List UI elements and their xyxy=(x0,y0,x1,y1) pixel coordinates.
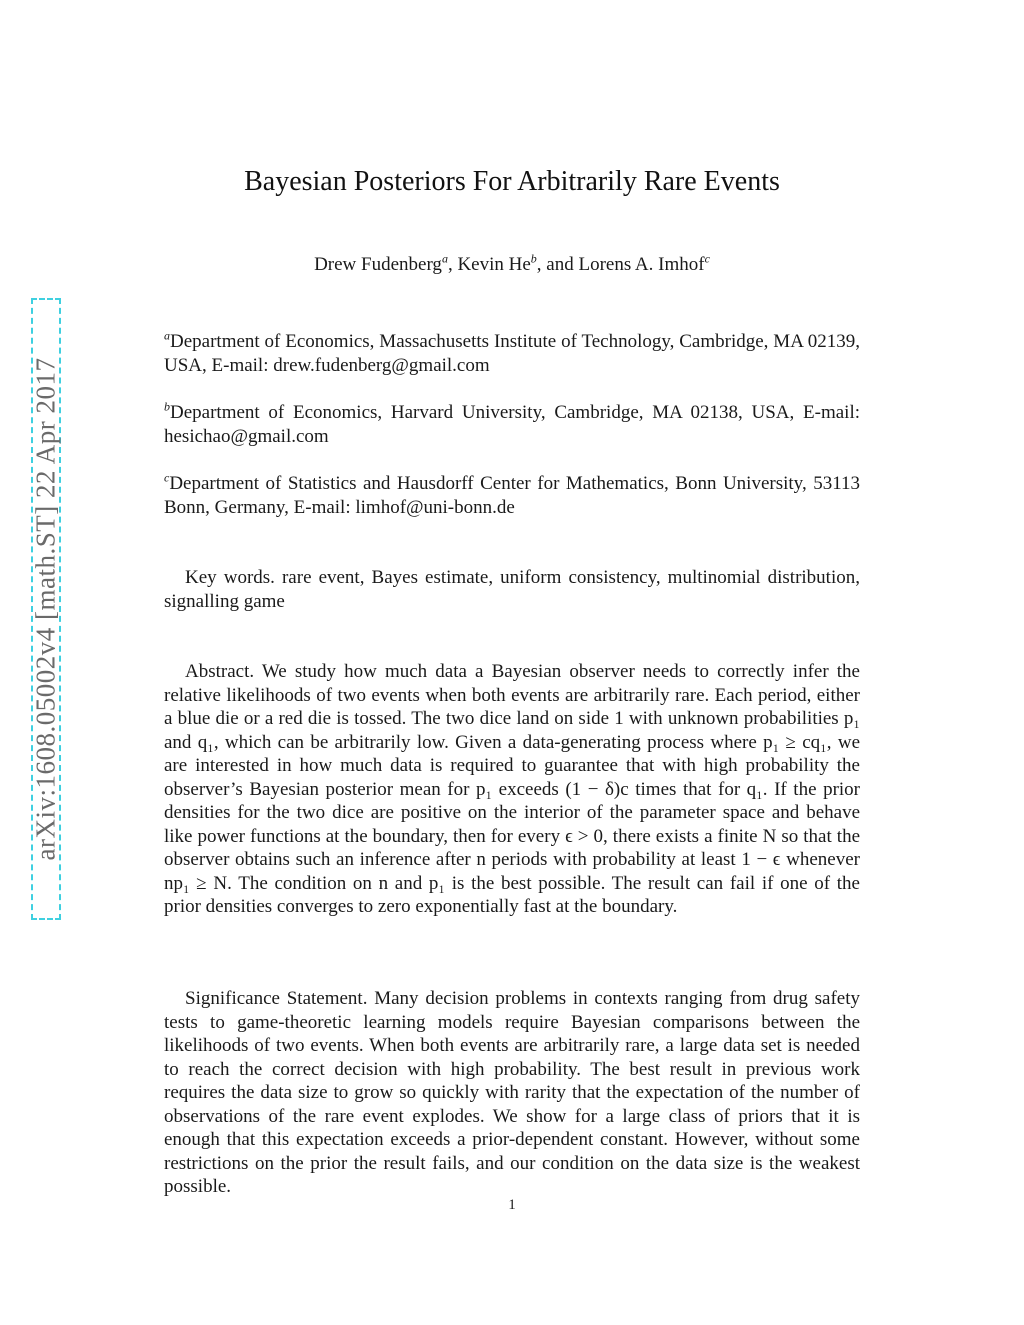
abstract: Abstract. We study how much data a Bayesian observer needs to correctly infer the relative likelihoods of two events when both events are arbitrarily rare. Each period, either a blue die or a red die is tossed. The two dice land on side 1 with unknown probabilities p₁ and q₁, which can be arbitrarily low. Given a data-generating process where p₁ ≥ cq₁, we are interested in how much data is required to guarantee that with high probability the observer’s Bayesian posterior mean for p₁ exceeds (1 − δ)c times that for q₁. If the prior densities for the two dice are positive on the interior of the parameter space and behave like power functions at the boundary, then for every ϵ > 0, there exists a finite N so that the observer obtains such an inference after n periods with probability at least 1 − ϵ whenever np₁ ≥ N. The condition on n and p₁ is the best possible. The result can fail if one of the prior densities converges to zero exponentially fast at the boundary. xyxy=(164,661,860,917)
affiliation-c xyxy=(164,472,860,519)
paper-title: Bayesian Posteriors For Arbitrarily Rare Events xyxy=(244,166,780,197)
affiliation-a xyxy=(164,330,860,377)
author-name: Drew Fudenberg xyxy=(314,254,442,275)
author-name: Kevin He xyxy=(457,254,531,275)
affiliation-mark: c xyxy=(164,470,170,485)
author-mark: c xyxy=(704,251,710,266)
author-separator: , xyxy=(447,254,458,275)
author-list xyxy=(0,251,1024,276)
author-name: Lorens A. Imhof xyxy=(578,254,705,275)
affiliation-b xyxy=(164,401,860,448)
keywords: Key words. rare event, Bayes estimate, uniform consistency, multinomial distribution, signalling game xyxy=(164,567,860,612)
affiliation-mark: a xyxy=(164,328,170,343)
arxiv-stamp xyxy=(31,298,61,920)
page-number: 1 xyxy=(508,1197,516,1213)
author-mark: a xyxy=(441,251,448,266)
author-mark: b xyxy=(530,251,537,266)
affiliation-text: Department of Economics, Harvard University, Cambridge, MA 02138, USA, E-mail: hesichao@gmail.com xyxy=(164,402,860,447)
affiliation-mark: b xyxy=(164,399,170,414)
significance-statement: Significance Statement. Many decision problems in contexts ranging from drug safety tests to game-theoretic learning models require Bayesian comparisons between the likelihoods of two events. When both events are arbitrarily rare, a large data set is needed to reach the correct decision with high probability. The best result in previous work requires the data size to grow so quickly with rarity that the expectation of the number of observations of the rare event explodes. We show for a large class of priors that it is enough that this expectation exceeds a prior-dependent constant. However, without some restrictions on the prior the result fails, and our condition on the data size is the weakest possible. xyxy=(164,988,860,1197)
affiliation-text: Department of Statistics and Hausdorff Center for Mathematics, Bonn University, 53113 Bonn, Germany, E-mail: limhof@uni-bonn.de xyxy=(164,473,860,518)
affiliation-text: Department of Economics, Massachusetts Institute of Technology, Cambridge, MA 02139, USA, E-mail: drew.fudenberg@gmail.com xyxy=(164,331,860,376)
author-separator: , and xyxy=(536,254,579,275)
arxiv-identifier: arXiv:1608.05002v4 [math.ST] 22 Apr 2017 xyxy=(30,357,61,861)
